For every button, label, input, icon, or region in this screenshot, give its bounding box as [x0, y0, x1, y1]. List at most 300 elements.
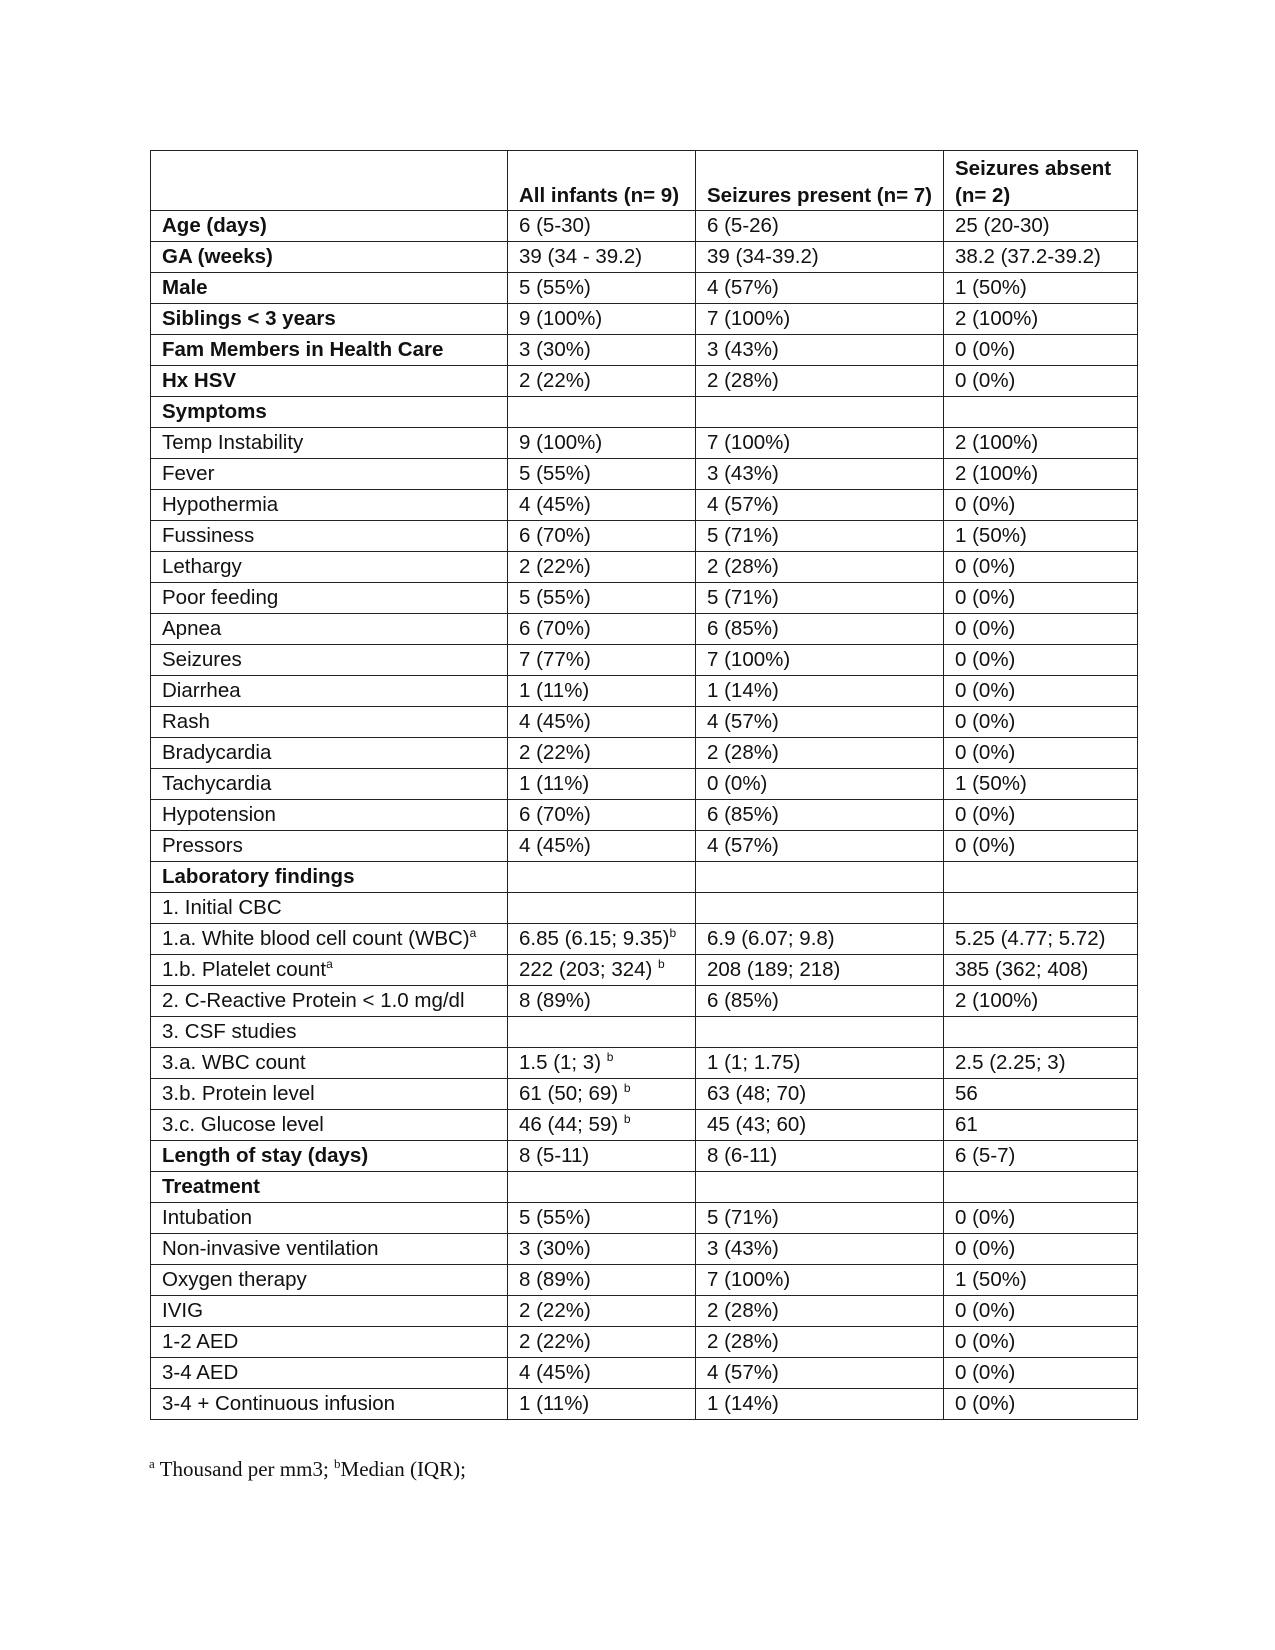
row-label-cell-text: 3.b. Protein level: [162, 1082, 315, 1105]
cell-seizures-absent-text: 0 (0%): [955, 493, 1016, 516]
row-label-cell-text: IVIG: [162, 1299, 204, 1322]
cell-all-infants-text: 5 (55%): [519, 462, 591, 485]
table-body: [151, 151, 1138, 1420]
cell-all-infants-text: 6.85 (6.15; 9.35): [519, 927, 670, 950]
row-label-cell-text: Age (days): [162, 214, 267, 237]
row-label-cell: [151, 552, 508, 583]
cell-all-infants: [508, 676, 696, 707]
row-label-cell-superscript: a: [469, 926, 477, 941]
cell-seizures-absent: [944, 366, 1138, 397]
cell-seizures-present: [696, 1327, 944, 1358]
cell-seizures-absent-text: 2 (100%): [955, 307, 1039, 330]
row-label-cell-text: Diarrhea: [162, 679, 241, 702]
cell-seizures-absent: [944, 211, 1138, 242]
cell-all-infants-text: 3 (30%): [519, 338, 591, 361]
header-cell-seizures-absent: Seizures absent (n= 2): [944, 151, 1138, 211]
cell-seizures-absent: [944, 1048, 1138, 1079]
cell-seizures-present: [696, 1234, 944, 1265]
cell-seizures-present: [696, 211, 944, 242]
row-label-cell-superscript: a: [326, 957, 333, 972]
table-header-row: [151, 151, 1138, 211]
row-label-cell-text: GA (weeks): [162, 245, 273, 268]
cell-seizures-absent: [944, 769, 1138, 800]
row-label-cell: [151, 583, 508, 614]
table-row: [151, 1296, 1138, 1327]
cell-seizures-present: [696, 955, 944, 986]
cell-seizures-present-text: 7 (100%): [707, 307, 791, 330]
cell-seizures-absent-text: 0 (0%): [955, 834, 1016, 857]
cell-all-infants: [508, 1017, 696, 1048]
cell-all-infants-text: 5 (55%): [519, 586, 591, 609]
table-row: [151, 955, 1138, 986]
row-label-cell-text: 3.a. WBC count: [162, 1051, 306, 1074]
cell-seizures-absent-text: 1 (50%): [955, 524, 1027, 547]
cell-seizures-present: [696, 1141, 944, 1172]
cell-all-infants-text: 4 (45%): [519, 1361, 591, 1384]
row-label-cell-text: Poor feeding: [162, 586, 279, 609]
row-label-cell: [151, 428, 508, 459]
table-row: [151, 242, 1138, 273]
row-label-cell: [151, 707, 508, 738]
row-label-cell: [151, 1203, 508, 1234]
cell-all-infants-text: 8 (5-11): [519, 1144, 590, 1167]
cell-seizures-present-text: 3 (43%): [707, 462, 779, 485]
table-row: [151, 738, 1138, 769]
cell-seizures-present-text: 7 (100%): [707, 431, 791, 454]
cell-seizures-present-text: 1 (14%): [707, 679, 779, 702]
cell-seizures-present: [696, 397, 944, 428]
cell-all-infants: [508, 1172, 696, 1203]
cell-seizures-present: [696, 831, 944, 862]
data-table: [150, 150, 1138, 1420]
cell-seizures-absent: [944, 924, 1138, 955]
table-row: [151, 552, 1138, 583]
cell-all-infants: [508, 831, 696, 862]
cell-seizures-absent-text: 0 (0%): [955, 1237, 1016, 1260]
cell-seizures-absent: [944, 676, 1138, 707]
table-row: [151, 614, 1138, 645]
cell-seizures-absent-text: 2.5 (2.25; 3): [955, 1051, 1066, 1074]
table-row: [151, 1358, 1138, 1389]
cell-seizures-absent: [944, 1141, 1138, 1172]
cell-seizures-absent-text: 0 (0%): [955, 679, 1016, 702]
row-label-cell: [151, 459, 508, 490]
cell-seizures-absent: [944, 1234, 1138, 1265]
cell-seizures-absent: [944, 707, 1138, 738]
cell-seizures-absent: [944, 428, 1138, 459]
cell-seizures-absent: [944, 1327, 1138, 1358]
row-label-cell: [151, 335, 508, 366]
cell-all-infants: [508, 459, 696, 490]
row-label-cell-text: Laboratory findings: [162, 865, 355, 888]
cell-seizures-present-text: 2 (28%): [707, 1299, 779, 1322]
table-row: [151, 769, 1138, 800]
cell-seizures-present-text: 3 (43%): [707, 1237, 779, 1260]
cell-seizures-absent-text: 5.25 (4.77; 5.72): [955, 927, 1106, 950]
cell-seizures-absent: [944, 1296, 1138, 1327]
cell-all-infants: [508, 304, 696, 335]
cell-seizures-present: [696, 800, 944, 831]
cell-seizures-present-text: 2 (28%): [707, 1330, 779, 1353]
cell-seizures-present-text: 5 (71%): [707, 586, 779, 609]
row-label-cell: [151, 211, 508, 242]
cell-seizures-present: [696, 645, 944, 676]
cell-seizures-present: [696, 1203, 944, 1234]
row-label-cell: [151, 769, 508, 800]
table-row: [151, 1017, 1138, 1048]
cell-all-infants-text: 5 (55%): [519, 276, 591, 299]
cell-seizures-present-text: 39 (34-39.2): [707, 245, 819, 268]
table-row: [151, 428, 1138, 459]
cell-seizures-absent-text: 0 (0%): [955, 803, 1016, 826]
cell-seizures-present: [696, 1172, 944, 1203]
table-row: [151, 1203, 1138, 1234]
cell-all-infants-text: 1 (11%): [519, 1392, 590, 1415]
row-label-cell: [151, 397, 508, 428]
row-label-cell-text: Intubation: [162, 1206, 253, 1229]
row-label-cell: [151, 242, 508, 273]
cell-seizures-present: [696, 273, 944, 304]
table-row: [151, 986, 1138, 1017]
cell-all-infants-text: 1 (11%): [519, 679, 590, 702]
cell-seizures-absent: [944, 1110, 1138, 1141]
cell-seizures-absent: [944, 552, 1138, 583]
cell-all-infants: [508, 1389, 696, 1420]
cell-all-infants: [508, 273, 696, 304]
table-row: [151, 1234, 1138, 1265]
cell-seizures-present: [696, 1265, 944, 1296]
row-label-cell-text: Fever: [162, 462, 215, 485]
row-label-cell: [151, 1048, 508, 1079]
cell-seizures-present-text: 4 (57%): [707, 493, 779, 516]
row-label-cell-text: 3-4 AED: [162, 1361, 239, 1384]
cell-all-infants-text: 1 (11%): [519, 772, 590, 795]
cell-seizures-absent-text: 0 (0%): [955, 1361, 1016, 1384]
cell-all-infants: [508, 366, 696, 397]
row-label-cell: [151, 1079, 508, 1110]
cell-all-infants: [508, 645, 696, 676]
cell-seizures-absent: [944, 738, 1138, 769]
table-row: [151, 862, 1138, 893]
cell-seizures-present: [696, 335, 944, 366]
cell-all-infants-text: 4 (45%): [519, 493, 591, 516]
row-label-cell: [151, 831, 508, 862]
row-label-cell-text: 3.c. Glucose level: [162, 1113, 324, 1136]
cell-all-infants-text: 8 (89%): [519, 1268, 591, 1291]
row-label-cell: [151, 1017, 508, 1048]
row-label-cell: [151, 1296, 508, 1327]
table-row: [151, 583, 1138, 614]
row-label-cell-text: 1. Initial CBC: [162, 896, 282, 919]
cell-all-infants-text: 4 (45%): [519, 834, 591, 857]
cell-seizures-absent-text: 0 (0%): [955, 338, 1016, 361]
cell-all-infants-text: 2 (22%): [519, 1330, 591, 1353]
cell-all-infants: [508, 893, 696, 924]
row-label-cell: [151, 924, 508, 955]
row-label-cell-text: Rash: [162, 710, 210, 733]
cell-seizures-absent: [944, 986, 1138, 1017]
cell-all-infants: [508, 862, 696, 893]
cell-seizures-absent: [944, 1079, 1138, 1110]
cell-seizures-absent: [944, 335, 1138, 366]
cell-all-infants-text: 7 (77%): [519, 648, 591, 671]
cell-seizures-absent: [944, 831, 1138, 862]
header-cell-seizures-present: Seizures present (n= 7): [696, 151, 944, 211]
row-label-cell: [151, 1327, 508, 1358]
table-row: [151, 1048, 1138, 1079]
table-row: [151, 707, 1138, 738]
cell-seizures-present: [696, 366, 944, 397]
cell-all-infants: [508, 955, 696, 986]
cell-all-infants-text: 2 (22%): [519, 741, 591, 764]
cell-seizures-present: [696, 862, 944, 893]
cell-seizures-absent: [944, 521, 1138, 552]
cell-all-infants-text: 9 (100%): [519, 431, 603, 454]
row-label-cell-text: Pressors: [162, 834, 243, 857]
cell-seizures-absent-text: 2 (100%): [955, 989, 1039, 1012]
row-label-cell-text: Male: [162, 276, 208, 299]
cell-all-infants: [508, 583, 696, 614]
cell-all-infants: [508, 428, 696, 459]
cell-seizures-absent-text: 0 (0%): [955, 1392, 1016, 1415]
cell-seizures-present-text: 4 (57%): [707, 276, 779, 299]
cell-all-infants-text: 4 (45%): [519, 710, 591, 733]
cell-seizures-absent-text: 0 (0%): [955, 555, 1016, 578]
cell-seizures-absent-text: 0 (0%): [955, 369, 1016, 392]
row-label-cell-text: Treatment: [162, 1175, 260, 1198]
cell-seizures-present-text: 1 (14%): [707, 1392, 779, 1415]
cell-seizures-absent-text: 1 (50%): [955, 772, 1027, 795]
row-label-cell-text: Temp Instability: [162, 431, 304, 454]
footnote-mark-a: a: [149, 1456, 155, 1471]
cell-all-infants: [508, 1203, 696, 1234]
table-row: [151, 676, 1138, 707]
cell-all-infants-superscript: b: [623, 1081, 631, 1096]
cell-all-infants: [508, 1079, 696, 1110]
cell-seizures-present: [696, 676, 944, 707]
table-row: [151, 1327, 1138, 1358]
cell-all-infants-text: 6 (70%): [519, 803, 591, 826]
cell-seizures-present: [696, 490, 944, 521]
cell-seizures-present: [696, 1296, 944, 1327]
cell-seizures-present-text: 8 (6-11): [707, 1144, 778, 1167]
cell-seizures-present: [696, 738, 944, 769]
cell-seizures-absent-text: 1 (50%): [955, 1268, 1027, 1291]
cell-seizures-absent: [944, 397, 1138, 428]
row-label-cell: [151, 955, 508, 986]
cell-all-infants-text: 39 (34 - 39.2): [519, 245, 643, 268]
row-label-cell: [151, 1389, 508, 1420]
row-label-cell-text: Oxygen therapy: [162, 1268, 307, 1291]
cell-seizures-present-text: 1 (1; 1.75): [707, 1051, 801, 1074]
row-label-cell-text: 1.a. White blood cell count (WBC): [162, 927, 470, 950]
cell-seizures-absent: [944, 1389, 1138, 1420]
cell-seizures-absent: [944, 1172, 1138, 1203]
cell-all-infants: [508, 707, 696, 738]
cell-all-infants: [508, 1358, 696, 1389]
cell-all-infants: [508, 1234, 696, 1265]
row-label-cell: [151, 1234, 508, 1265]
cell-all-infants-text: 2 (22%): [519, 1299, 591, 1322]
cell-all-infants: [508, 1265, 696, 1296]
row-label-cell-text: Hypotension: [162, 803, 276, 826]
cell-seizures-absent: [944, 1017, 1138, 1048]
cell-seizures-absent-text: 385 (362; 408): [955, 958, 1089, 981]
cell-seizures-absent: [944, 614, 1138, 645]
cell-all-infants: [508, 552, 696, 583]
cell-seizures-present: [696, 924, 944, 955]
cell-seizures-present-text: 6 (85%): [707, 989, 779, 1012]
cell-seizures-present: [696, 769, 944, 800]
cell-all-infants: [508, 924, 696, 955]
table-row: [151, 1172, 1138, 1203]
table-row: [151, 335, 1138, 366]
cell-all-infants-text: 5 (55%): [519, 1206, 591, 1229]
cell-all-infants: [508, 1048, 696, 1079]
row-label-cell: [151, 521, 508, 552]
cell-all-infants-text: 8 (89%): [519, 989, 591, 1012]
table-row: [151, 924, 1138, 955]
cell-seizures-absent: [944, 583, 1138, 614]
cell-seizures-absent: [944, 490, 1138, 521]
cell-seizures-absent: [944, 459, 1138, 490]
footnote-text-b: Median (IQR);: [340, 1457, 466, 1481]
cell-seizures-absent-text: 2 (100%): [955, 462, 1039, 485]
cell-seizures-absent: [944, 893, 1138, 924]
cell-seizures-present: [696, 304, 944, 335]
cell-seizures-present-text: 5 (71%): [707, 524, 779, 547]
row-label-cell: [151, 676, 508, 707]
cell-seizures-present-text: 6 (85%): [707, 803, 779, 826]
header-cell-label: [151, 151, 508, 211]
cell-all-infants-text: 2 (22%): [519, 369, 591, 392]
row-label-cell-text: Fam Members in Health Care: [162, 338, 444, 361]
cell-seizures-present-text: 3 (43%): [707, 338, 779, 361]
table-row: [151, 397, 1138, 428]
cell-seizures-absent: [944, 273, 1138, 304]
cell-seizures-absent-text: 0 (0%): [955, 586, 1016, 609]
cell-seizures-absent-text: 61: [955, 1113, 978, 1136]
cell-seizures-absent-text: 0 (0%): [955, 1330, 1016, 1353]
cell-all-infants: [508, 211, 696, 242]
cell-all-infants-superscript: b: [623, 1112, 631, 1127]
row-label-cell-text: Lethargy: [162, 555, 242, 578]
cell-seizures-present-text: 2 (28%): [707, 555, 779, 578]
cell-seizures-present-text: 63 (48; 70): [707, 1082, 807, 1105]
cell-seizures-present-text: 45 (43; 60): [707, 1113, 807, 1136]
cell-all-infants: [508, 490, 696, 521]
row-label-cell: [151, 800, 508, 831]
row-label-cell: [151, 862, 508, 893]
cell-all-infants: [508, 769, 696, 800]
cell-seizures-absent-text: 0 (0%): [955, 617, 1016, 640]
table-row: [151, 800, 1138, 831]
table-row: [151, 366, 1138, 397]
row-label-cell: [151, 614, 508, 645]
cell-all-infants: [508, 242, 696, 273]
table-row: [151, 1110, 1138, 1141]
row-label-cell: [151, 1265, 508, 1296]
cell-seizures-present-text: 4 (57%): [707, 710, 779, 733]
cell-all-infants: [508, 397, 696, 428]
cell-seizures-absent: [944, 1358, 1138, 1389]
row-label-cell-text: Bradycardia: [162, 741, 272, 764]
cell-seizures-present: [696, 707, 944, 738]
cell-seizures-present-text: 208 (189; 218): [707, 958, 841, 981]
cell-seizures-absent-text: 0 (0%): [955, 710, 1016, 733]
cell-all-infants: [508, 1327, 696, 1358]
cell-seizures-absent-text: 25 (20-30): [955, 214, 1050, 237]
cell-seizures-present: [696, 521, 944, 552]
cell-seizures-present: [696, 552, 944, 583]
row-label-cell: [151, 645, 508, 676]
cell-seizures-present: [696, 1110, 944, 1141]
cell-seizures-present-text: 5 (71%): [707, 1206, 779, 1229]
cell-all-infants-superscript: b: [606, 1050, 614, 1065]
cell-seizures-absent-text: 0 (0%): [955, 1299, 1016, 1322]
cell-seizures-absent: [944, 955, 1138, 986]
cell-seizures-absent: [944, 800, 1138, 831]
row-label-cell: [151, 1141, 508, 1172]
table-row: [151, 211, 1138, 242]
table-row: [151, 490, 1138, 521]
row-label-cell-text: 1-2 AED: [162, 1330, 239, 1353]
cell-all-infants: [508, 521, 696, 552]
cell-all-infants-text: 46 (44; 59): [519, 1113, 624, 1136]
cell-seizures-absent-text: 0 (0%): [955, 1206, 1016, 1229]
table-row: [151, 1141, 1138, 1172]
cell-seizures-absent-text: 38.2 (37.2-39.2): [955, 245, 1101, 268]
cell-seizures-absent: [944, 242, 1138, 273]
table-row: [151, 831, 1138, 862]
cell-seizures-present: [696, 428, 944, 459]
row-label-cell-text: 2. C-Reactive Protein < 1.0 mg/dl: [162, 989, 465, 1012]
row-label-cell: [151, 986, 508, 1017]
cell-all-infants-text: 6 (70%): [519, 524, 591, 547]
cell-seizures-present: [696, 1389, 944, 1420]
cell-seizures-present: [696, 893, 944, 924]
row-label-cell-text: Seizures: [162, 648, 242, 671]
cell-seizures-present-text: 7 (100%): [707, 1268, 791, 1291]
row-label-cell-text: Non-invasive ventilation: [162, 1237, 379, 1260]
cell-seizures-absent-text: 2 (100%): [955, 431, 1039, 454]
cell-seizures-absent: [944, 862, 1138, 893]
row-label-cell: [151, 273, 508, 304]
row-label-cell-text: 3. CSF studies: [162, 1020, 297, 1043]
row-label-cell-text: Length of stay (days): [162, 1144, 369, 1167]
cell-seizures-absent-text: 56: [955, 1082, 978, 1105]
cell-seizures-present: [696, 1017, 944, 1048]
cell-all-infants-text: 61 (50; 69): [519, 1082, 624, 1105]
cell-seizures-present: [696, 1048, 944, 1079]
cell-seizures-absent-text: 1 (50%): [955, 276, 1027, 299]
cell-seizures-absent: [944, 304, 1138, 335]
row-label-cell: [151, 366, 508, 397]
cell-seizures-present-text: 6 (85%): [707, 617, 779, 640]
table-row: [151, 304, 1138, 335]
cell-all-infants: [508, 1296, 696, 1327]
cell-seizures-absent-text: 0 (0%): [955, 741, 1016, 764]
cell-all-infants: [508, 1110, 696, 1141]
cell-all-infants-text: 1.5 (1; 3): [519, 1051, 607, 1074]
cell-all-infants: [508, 614, 696, 645]
row-label-cell: [151, 1110, 508, 1141]
cell-all-infants-text: 6 (5-30): [519, 214, 591, 237]
row-label-cell: [151, 1358, 508, 1389]
table-footnote: [149, 1457, 466, 1482]
cell-all-infants-text: 3 (30%): [519, 1237, 591, 1260]
row-label-cell: [151, 1172, 508, 1203]
